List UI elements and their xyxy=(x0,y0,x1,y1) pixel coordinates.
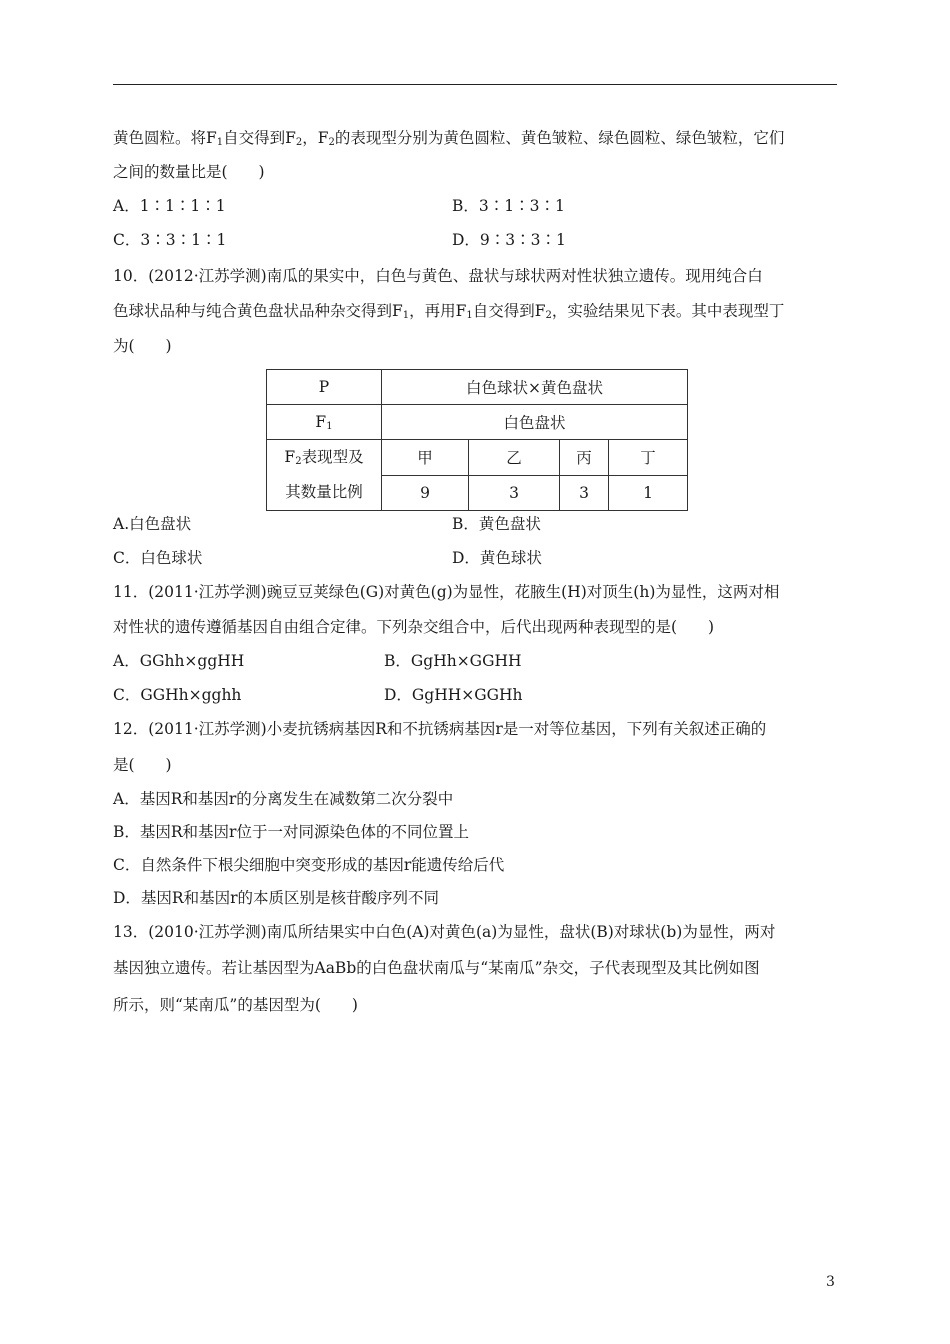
phenotype-jia: 甲 xyxy=(382,440,469,476)
q10-stem-line2: 色球状品种与纯合黄色盘状品种杂交得到$F_1$，再用$F_1$自交得到$F_2$，实验结果见下表。其中表现型丁 xyxy=(113,302,785,321)
q9-stem-line2: 之间的数量比是( ) xyxy=(113,163,265,181)
q11-option-c: C．GGHh×gghh xyxy=(113,686,242,704)
q9-stem-line1: 黄色圆粒。将$F_1$自交得到$F_2$，$F_2$的表现型分别为黄色圆粒、黄色皱粒、绿色圆粒、绿色皱粒，它们 xyxy=(113,129,785,148)
q11-stem-line1: 11．(2011·江苏学测)豌豆豆荚绿色(G)对黄色(g)为显性，花腋生(H)对顶生(h)为显性，这两对相 xyxy=(113,583,780,601)
page-number: 3 xyxy=(826,1274,835,1290)
ratio-jia: 9 xyxy=(382,475,469,511)
q12-option-a: A．基因R和基因r的分离发生在减数第二次分裂中 xyxy=(113,790,454,808)
q12-option-c: C．自然条件下根尖细胞中突变形成的基因r能遗传给后代 xyxy=(113,856,505,874)
q13-stem-line1: 13．(2010·江苏学测)南瓜所结果实中白色(A)对黄色(a)为显性，盘状(B)对球状(b)为显性，两对 xyxy=(113,923,776,941)
ratio-ding: 1 xyxy=(609,475,688,511)
ratio-yi: 3 xyxy=(469,475,560,511)
q12-option-b: B．基因R和基因r位于一对同源染色体的不同位置上 xyxy=(113,823,469,841)
q13-stem-line2: 基因独立遗传。若让基因型为AaBb的白色盘状南瓜与“某南瓜”杂交，子代表现型及其比例如图 xyxy=(113,959,760,977)
q10-stem-line3: 为( ) xyxy=(113,337,172,355)
q11-stem-line2: 对性状的遗传遵循基因自由组合定律。下列杂交组合中，后代出现两种表现型的是( ) xyxy=(113,618,715,636)
ratio-bing: 3 xyxy=(560,475,609,511)
q9-option-c: C．3∶3∶1∶1 xyxy=(113,231,227,249)
q10-option-d: D．黄色球状 xyxy=(452,549,542,567)
q9-option-a: A．1∶1∶1∶1 xyxy=(113,197,226,215)
q10-option-b: B．黄色盘状 xyxy=(452,515,541,533)
q11-option-a: A．GGhh×ggHH xyxy=(113,652,245,670)
row-p-value: 白色球状×黄色盘状 xyxy=(382,370,688,405)
phenotype-ding: 丁 xyxy=(609,440,688,476)
q9-option-b: B．3∶1∶3∶1 xyxy=(452,197,565,215)
q10-option-a: A.白色盘状 xyxy=(113,515,192,533)
phenotype-yi: 乙 xyxy=(469,440,560,476)
q12-option-d: D．基因R和基因r的本质区别是核苷酸序列不同 xyxy=(113,889,440,907)
q11-option-d: D．GgHH×GGHh xyxy=(384,686,523,704)
row-p-label: P xyxy=(267,370,382,405)
q10-stem-line1: 10．(2012·江苏学测)南瓜的果实中，白色与黄色、盘状与球状两对性状独立遗传。现用纯合白 xyxy=(113,267,763,285)
q13-stem-line3: 所示，则“某南瓜”的基因型为( ) xyxy=(113,996,358,1014)
q11-option-b: B．GgHh×GGHH xyxy=(384,652,522,670)
q12-stem-line2: 是( ) xyxy=(113,756,172,774)
row-f1-value: 白色盘状 xyxy=(382,405,688,440)
q10-option-c: C．白色球状 xyxy=(113,549,203,567)
row-f1-label: $F_1$ xyxy=(267,405,382,440)
header-rule xyxy=(113,84,837,85)
phenotype-bing: 丙 xyxy=(560,440,609,476)
q9-option-d: D．9∶3∶3∶1 xyxy=(452,231,566,249)
q12-stem-line1: 12．(2011·江苏学测)小麦抗锈病基因R和不抗锈病基因r是一对等位基因，下列有关叙述正确的 xyxy=(113,720,767,738)
row-f2-label: $F_2$表现型及 其数量比例 xyxy=(267,440,382,511)
genetics-table xyxy=(266,369,688,511)
